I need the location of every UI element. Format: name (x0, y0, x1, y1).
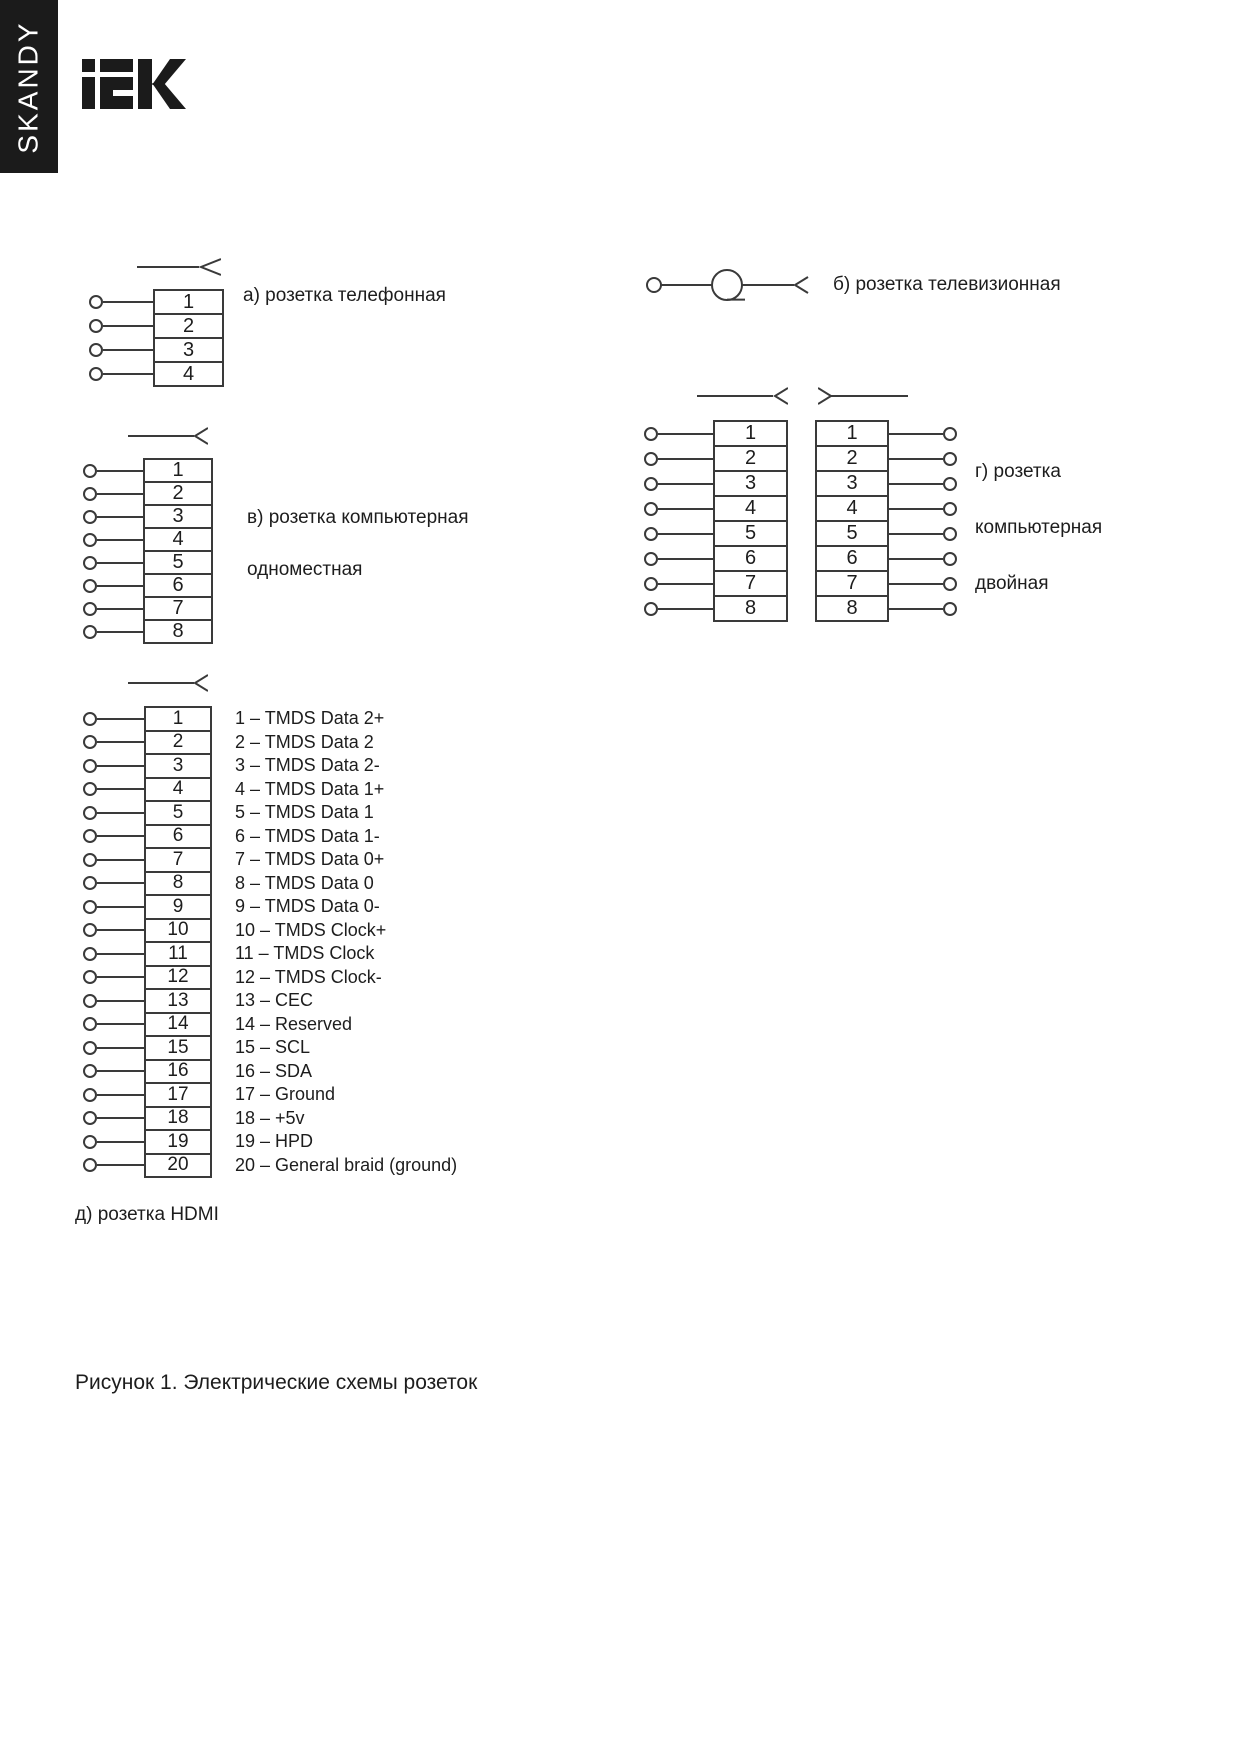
wire-line (97, 929, 144, 931)
pin-lead (83, 1088, 144, 1102)
pin-row (83, 527, 213, 552)
pin-cell: 1 (144, 706, 212, 732)
pin-cell: 6 (713, 545, 788, 572)
pin-label: 10 – TMDS Clock+ (235, 919, 387, 940)
wire-line (97, 718, 144, 720)
pin-row (89, 313, 224, 339)
label-hdmi: д) розетка HDMI (75, 1204, 219, 1225)
pin-lead (89, 343, 153, 357)
terminal-circle-icon (89, 319, 103, 333)
pin-row (83, 1153, 457, 1179)
pin-cell: 13 (144, 988, 212, 1014)
wire-line (97, 493, 143, 495)
terminal-circle-icon (83, 1135, 97, 1149)
pin-row (83, 965, 457, 991)
pin-row (644, 470, 788, 497)
terminal-circle-icon (83, 1064, 97, 1078)
wire-line (103, 349, 153, 351)
pin-lead (83, 602, 143, 616)
plug-arrow-icon (697, 386, 788, 406)
pin-cell: 5 (815, 520, 889, 547)
terminal-circle-icon (83, 533, 97, 547)
wire-line (658, 433, 713, 435)
plug-arrow-icon (137, 257, 221, 277)
pin-cell: 6 (144, 824, 212, 850)
terminal-circle-icon (83, 602, 97, 616)
pin-cell: 9 (144, 894, 212, 920)
terminal-circle-icon (89, 367, 103, 381)
wire-line (97, 562, 143, 564)
pin-row (83, 1059, 457, 1085)
pin-cell: 17 (144, 1082, 212, 1108)
pin-cell: 8 (144, 871, 212, 897)
pin-cell: 11 (144, 941, 212, 967)
socket-computer-single (83, 458, 213, 644)
terminal-circle-icon (644, 502, 658, 516)
pin-cell: 5 (144, 800, 212, 826)
pin-cell: 4 (713, 495, 788, 522)
pin-row (815, 420, 957, 447)
pin-cell: 6 (143, 573, 213, 598)
pin-cell: 7 (815, 570, 889, 597)
pin-lead (83, 1041, 144, 1055)
terminal-circle-icon (83, 994, 97, 1008)
pin-lead (83, 994, 144, 1008)
pin-row (815, 545, 957, 572)
terminal-circle-icon (83, 556, 97, 570)
pin-lead (83, 735, 144, 749)
pin-cell: 8 (815, 595, 889, 622)
pin-row (644, 595, 788, 622)
terminal-circle-icon (83, 900, 97, 914)
pin-cell: 1 (713, 420, 788, 447)
pin-row (644, 420, 788, 447)
wire-line (97, 1117, 144, 1119)
wire-line (889, 608, 943, 610)
pin-row (83, 1082, 457, 1108)
terminal-circle-icon (83, 876, 97, 890)
terminal-circle-icon (83, 712, 97, 726)
brand-sidebar (0, 0, 58, 173)
socket-computer-double-right (815, 420, 957, 622)
pin-cell: 1 (153, 289, 224, 315)
pin-label: 16 – SDA (235, 1060, 313, 1081)
pin-cell: 5 (143, 550, 213, 575)
label-computer-double (975, 430, 1102, 626)
wire-line (658, 608, 713, 610)
pin-lead (83, 759, 144, 773)
pin-label: 13 – CEC (235, 990, 314, 1011)
pin-lead (889, 427, 957, 441)
terminal-circle-icon (83, 464, 97, 478)
pin-cell: 16 (144, 1059, 212, 1085)
pin-label: 5 – TMDS Data 1 (235, 802, 374, 823)
pin-row (815, 570, 957, 597)
pin-row (83, 753, 457, 779)
pin-row (815, 520, 957, 547)
label-computer-double-line1: г) розетка (975, 461, 1061, 482)
wire-line (658, 458, 713, 460)
wire-line (97, 1070, 144, 1072)
pin-label: 3 – TMDS Data 2- (235, 755, 380, 776)
terminal-circle-icon (89, 343, 103, 357)
pin-lead (89, 319, 153, 333)
pin-lead (644, 552, 713, 566)
pin-label: 9 – TMDS Data 0- (235, 896, 380, 917)
pin-cell: 2 (153, 313, 224, 339)
wire-line (97, 859, 144, 861)
pin-lead (83, 625, 143, 639)
pin-row (89, 289, 224, 315)
label-computer-single (247, 479, 468, 609)
terminal-circle-icon (83, 923, 97, 937)
pin-cell: 3 (153, 337, 224, 363)
pin-row (83, 619, 213, 644)
terminal-circle-icon (83, 1111, 97, 1125)
wire-line (97, 1023, 144, 1025)
terminal-circle-icon (83, 735, 97, 749)
terminal-circle-icon (83, 510, 97, 524)
terminal-circle-icon (83, 759, 97, 773)
pin-lead (83, 876, 144, 890)
pin-row (644, 520, 788, 547)
wire-line (889, 583, 943, 585)
pin-lead (83, 712, 144, 726)
pin-cell: 8 (143, 619, 213, 644)
pin-lead (889, 577, 957, 591)
wire-line (97, 906, 144, 908)
label-computer-double-line3: двойная (975, 573, 1049, 594)
pin-lead (83, 900, 144, 914)
label-telephone: а) розетка телефонная (243, 285, 446, 306)
terminal-circle-icon (83, 970, 97, 984)
pin-lead (83, 806, 144, 820)
tv-socket-symbol-icon (645, 261, 815, 309)
pin-cell: 20 (144, 1153, 212, 1179)
pin-lead (89, 367, 153, 381)
pin-row (89, 337, 224, 363)
terminal-circle-icon (943, 427, 957, 441)
pin-lead (83, 533, 143, 547)
pin-label: 20 – General braid (ground) (235, 1154, 458, 1175)
wire-line (97, 516, 143, 518)
pin-label: 17 – Ground (235, 1084, 336, 1105)
pin-row (83, 894, 457, 920)
pin-lead (644, 427, 713, 441)
pin-lead (889, 527, 957, 541)
pin-row (89, 361, 224, 387)
terminal-circle-icon (943, 452, 957, 466)
pin-lead (889, 502, 957, 516)
pin-row (815, 470, 957, 497)
plug-arrow-icon (128, 673, 208, 693)
pin-label: 4 – TMDS Data 1+ (235, 778, 385, 799)
wire-line (97, 812, 144, 814)
wire-line (889, 533, 943, 535)
pin-row (83, 573, 213, 598)
pin-lead (889, 477, 957, 491)
terminal-circle-icon (83, 947, 97, 961)
brand-vertical-text: SKANDY (13, 19, 44, 154)
terminal-circle-icon (83, 625, 97, 639)
pin-row (83, 918, 457, 944)
pin-row (83, 988, 457, 1014)
wire-line (889, 558, 943, 560)
pin-lead (83, 947, 144, 961)
pin-cell: 7 (143, 596, 213, 621)
terminal-circle-icon (644, 577, 658, 591)
pin-cell: 1 (143, 458, 213, 483)
pin-lead (644, 577, 713, 591)
wire-line (889, 458, 943, 460)
pin-row (644, 570, 788, 597)
terminal-circle-icon (83, 806, 97, 820)
wire-line (658, 558, 713, 560)
terminal-circle-icon (83, 853, 97, 867)
wire-line (97, 882, 144, 884)
pin-row (815, 445, 957, 472)
pin-lead (889, 602, 957, 616)
terminal-circle-icon (83, 487, 97, 501)
pin-cell: 10 (144, 918, 212, 944)
pin-row (83, 941, 457, 967)
pin-label: 19 – HPD (235, 1131, 314, 1152)
pin-lead (83, 556, 143, 570)
wire-line (97, 741, 144, 743)
wire-line (97, 1164, 144, 1166)
pin-label: 2 – TMDS Data 2 (235, 731, 374, 752)
pin-label: 11 – TMDS Clock (235, 943, 375, 964)
pin-cell: 7 (144, 847, 212, 873)
pin-cell: 18 (144, 1106, 212, 1132)
pin-cell: 3 (713, 470, 788, 497)
pin-row (83, 481, 213, 506)
pin-row (83, 706, 457, 732)
pin-lead (83, 829, 144, 843)
pin-label: 7 – TMDS Data 0+ (235, 849, 385, 870)
pin-row (83, 871, 457, 897)
terminal-circle-icon (83, 782, 97, 796)
pin-lead (83, 1135, 144, 1149)
terminal-circle-icon (644, 527, 658, 541)
pin-cell: 3 (144, 753, 212, 779)
pin-lead (83, 1158, 144, 1172)
terminal-circle-icon (943, 577, 957, 591)
pin-lead (83, 782, 144, 796)
terminal-circle-icon (644, 427, 658, 441)
wire-line (97, 608, 143, 610)
pin-label: 1 – TMDS Data 2+ (235, 708, 385, 729)
pin-cell: 19 (144, 1129, 212, 1155)
pin-lead (83, 487, 143, 501)
wire-line (97, 976, 144, 978)
pin-row (83, 1035, 457, 1061)
pin-row (644, 495, 788, 522)
wire-line (97, 1094, 144, 1096)
pin-lead (83, 853, 144, 867)
wire-line (658, 483, 713, 485)
iek-logo-icon (82, 58, 186, 110)
plug-arrow-icon (128, 426, 208, 446)
pin-row (83, 730, 457, 756)
pin-row (83, 458, 213, 483)
terminal-circle-icon (644, 602, 658, 616)
terminal-circle-icon (943, 602, 957, 616)
pin-label: 14 – Reserved (235, 1013, 353, 1034)
pin-lead (83, 970, 144, 984)
terminal-circle-icon (83, 1088, 97, 1102)
pin-cell: 8 (713, 595, 788, 622)
pin-row (83, 1129, 457, 1155)
wire-line (97, 1047, 144, 1049)
pin-lead (83, 579, 143, 593)
socket-hdmi (83, 706, 457, 1178)
terminal-circle-icon (943, 502, 957, 516)
terminal-circle-icon (83, 1017, 97, 1031)
pin-lead (83, 923, 144, 937)
wire-line (97, 631, 143, 633)
wire-line (889, 483, 943, 485)
pin-cell: 15 (144, 1035, 212, 1061)
pin-lead (644, 502, 713, 516)
pin-cell: 4 (144, 777, 212, 803)
terminal-circle-icon (943, 527, 957, 541)
pin-cell: 4 (153, 361, 224, 387)
pin-lead (83, 1064, 144, 1078)
pin-cell: 1 (815, 420, 889, 447)
wire-line (97, 1141, 144, 1143)
pin-cell: 2 (143, 481, 213, 506)
pin-lead (83, 1017, 144, 1031)
pin-cell: 3 (815, 470, 889, 497)
pin-lead (83, 464, 143, 478)
wire-line (889, 433, 943, 435)
pin-lead (644, 527, 713, 541)
pin-row (83, 1106, 457, 1132)
label-tv: б) розетка телевизионная (833, 274, 1061, 295)
terminal-circle-icon (83, 1158, 97, 1172)
pin-row (83, 777, 457, 803)
wire-line (97, 788, 144, 790)
pin-row (83, 550, 213, 575)
terminal-circle-icon (644, 452, 658, 466)
wire-line (889, 508, 943, 510)
pin-label: 6 – TMDS Data 1- (235, 825, 380, 846)
wire-line (658, 583, 713, 585)
label-computer-single-line2: одноместная (247, 559, 363, 580)
pin-row (83, 1012, 457, 1038)
pin-row (644, 545, 788, 572)
pin-row (644, 445, 788, 472)
pin-label: 8 – TMDS Data 0 (235, 872, 374, 893)
pin-lead (889, 552, 957, 566)
wire-line (103, 325, 153, 327)
pin-row (815, 595, 957, 622)
socket-computer-double-left (644, 420, 788, 622)
pin-lead (89, 295, 153, 309)
wire-line (97, 835, 144, 837)
pin-cell: 4 (143, 527, 213, 552)
pin-cell: 2 (815, 445, 889, 472)
terminal-circle-icon (943, 552, 957, 566)
terminal-circle-icon (943, 477, 957, 491)
pin-cell: 7 (713, 570, 788, 597)
label-computer-single-line1: в) розетка компьютерная (247, 507, 469, 528)
terminal-circle-icon (83, 829, 97, 843)
pin-row (83, 596, 213, 621)
wire-line (658, 533, 713, 535)
pin-lead (644, 602, 713, 616)
terminal-circle-icon (89, 295, 103, 309)
pin-row (83, 847, 457, 873)
label-computer-double-line2: компьютерная (975, 517, 1103, 538)
plug-arrow-mirrored-icon (818, 386, 908, 406)
wire-line (97, 585, 143, 587)
pin-cell: 2 (713, 445, 788, 472)
pin-cell: 12 (144, 965, 212, 991)
pin-lead (644, 452, 713, 466)
wire-line (103, 373, 153, 375)
pin-row (815, 495, 957, 522)
pin-cell: 4 (815, 495, 889, 522)
terminal-circle-icon (644, 477, 658, 491)
pin-label: 15 – SCL (235, 1037, 311, 1058)
pin-row (83, 504, 213, 529)
pin-row (83, 824, 457, 850)
pin-cell: 3 (143, 504, 213, 529)
pin-cell: 14 (144, 1012, 212, 1038)
pin-row (83, 800, 457, 826)
terminal-circle-icon (644, 552, 658, 566)
pin-lead (889, 452, 957, 466)
wire-line (97, 1000, 144, 1002)
wire-line (658, 508, 713, 510)
pin-label: 12 – TMDS Clock- (235, 966, 382, 987)
socket-telephone (89, 289, 224, 387)
wire-line (103, 301, 153, 303)
pin-lead (644, 477, 713, 491)
wire-line (97, 470, 143, 472)
wire-line (97, 539, 143, 541)
pin-cell: 5 (713, 520, 788, 547)
terminal-circle-icon (83, 579, 97, 593)
wire-line (97, 953, 144, 955)
pin-label: 18 – +5v (235, 1107, 305, 1128)
figure-caption: Рисунок 1. Электрические схемы розеток (75, 1371, 478, 1394)
pin-lead (83, 1111, 144, 1125)
wire-line (97, 765, 144, 767)
pin-lead (83, 510, 143, 524)
pin-cell: 6 (815, 545, 889, 572)
pin-cell: 2 (144, 730, 212, 756)
terminal-circle-icon (83, 1041, 97, 1055)
